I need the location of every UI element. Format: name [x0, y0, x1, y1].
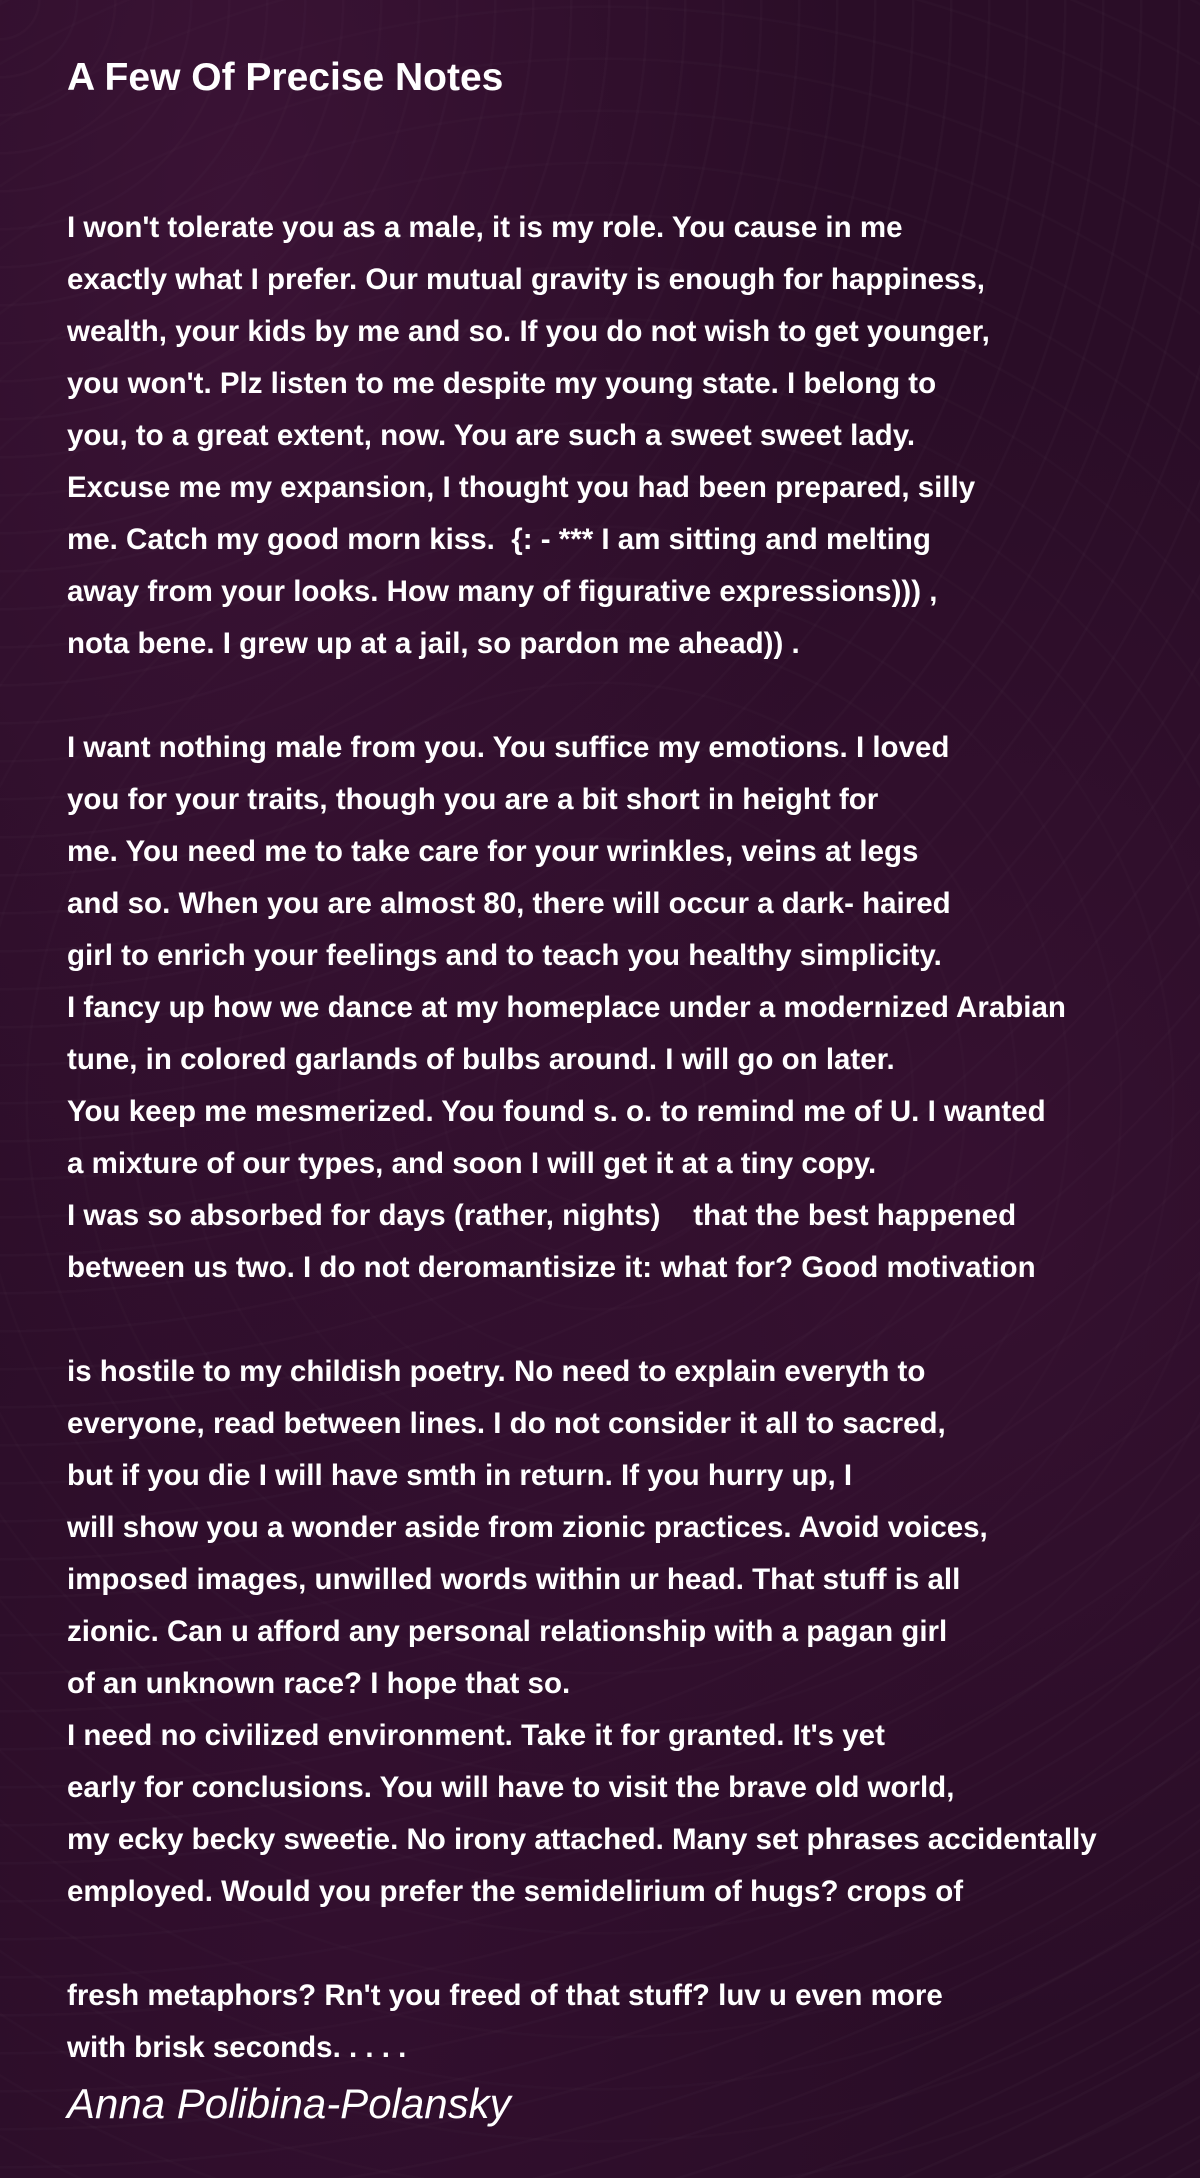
poem-line: my ecky becky sweetie. No irony attached. Many set phrases accidentally [67, 1823, 1097, 1856]
poem-line: but if you die I will have smth in return. If you hurry up, I [67, 1459, 853, 1492]
poem-line: employed. Would you prefer the semidelirium of hugs? crops of [67, 1875, 964, 1908]
poem-line: I was so absorbed for days (rather, nights) that the best happened [67, 1199, 1017, 1232]
poem-line: you won't. Plz listen to me despite my young state. I belong to [67, 367, 937, 400]
poem-line: I want nothing male from you. You suffice my emotions. I loved [67, 731, 950, 764]
poem-page [67, 48, 1200, 2126]
poem-line: nota bene. I grew up at a jail, so pardon me ahead)) . [67, 627, 800, 660]
poem-body [67, 202, 1200, 2074]
poem-line: everyone, read between lines. I do not consider it all to sacred, [67, 1407, 946, 1440]
poem-line: fresh metaphors? Rn't you freed of that stuff? luv u even more [67, 1979, 943, 2012]
poem-line: and so. When you are almost 80, there will occur a dark- haired [67, 887, 951, 920]
poem-line: exactly what I prefer. Our mutual gravity is enough for happiness, [67, 263, 986, 296]
stanza-1 [67, 202, 1200, 670]
poem-line: away from your looks. How many of figurative expressions))) , [67, 575, 938, 608]
poem-line: I need no civilized environment. Take it for granted. It's yet [67, 1719, 885, 1752]
poem-line: Excuse me my expansion, I thought you had been prepared, silly [67, 471, 976, 504]
poem-line: me. You need me to take care for your wrinkles, veins at legs [67, 835, 919, 868]
poem-line: will show you a wonder aside from zionic practices. Avoid voices, [67, 1511, 988, 1544]
stanza-4 [67, 1970, 1200, 2074]
poem-line: between us two. I do not deromantisize it: what for? Good motivation [67, 1251, 1036, 1284]
poem-line: I fancy up how we dance at my homeplace under a modernized Arabian [67, 991, 1066, 1024]
poem-line: me. Catch my good morn kiss. {: - *** I am sitting and melting [67, 523, 931, 556]
poem-author: Anna Polibina-Polansky [67, 2080, 511, 2127]
poem-line: you, to a great extent, now. You are such a sweet sweet lady. [67, 419, 916, 452]
poem-line: You keep me mesmerized. You found s. o. to remind me of U. I wanted [67, 1095, 1046, 1128]
poem-line: you for your traits, though you are a bit short in height for [67, 783, 879, 816]
stanza-3 [67, 1346, 1200, 1918]
poem-line: wealth, your kids by me and so. If you do not wish to get younger, [67, 315, 990, 348]
poem-line: I won't tolerate you as a male, it is my role. You cause in me [67, 211, 903, 244]
poem-title: A Few Of Precise Notes [67, 56, 504, 99]
poem-line: with brisk seconds. . . . . [67, 2031, 407, 2064]
poem-line: is hostile to my childish poetry. No need to explain everyth to [67, 1355, 926, 1388]
poem-line: zionic. Can u afford any personal relationship with a pagan girl [67, 1615, 948, 1648]
poem-line: of an unknown race? I hope that so. [67, 1667, 571, 1700]
poem-line: tune, in colored garlands of bulbs around. I will go on later. [67, 1043, 895, 1076]
poem-line: a mixture of our types, and soon I will get it at a tiny copy. [67, 1147, 877, 1180]
stanza-2 [67, 722, 1200, 1294]
poem-line: early for conclusions. You will have to visit the brave old world, [67, 1771, 955, 1804]
poem-line: girl to enrich your feelings and to teach you healthy simplicity. [67, 939, 942, 972]
poem-line: imposed images, unwilled words within ur head. That stuff is all [67, 1563, 961, 1596]
